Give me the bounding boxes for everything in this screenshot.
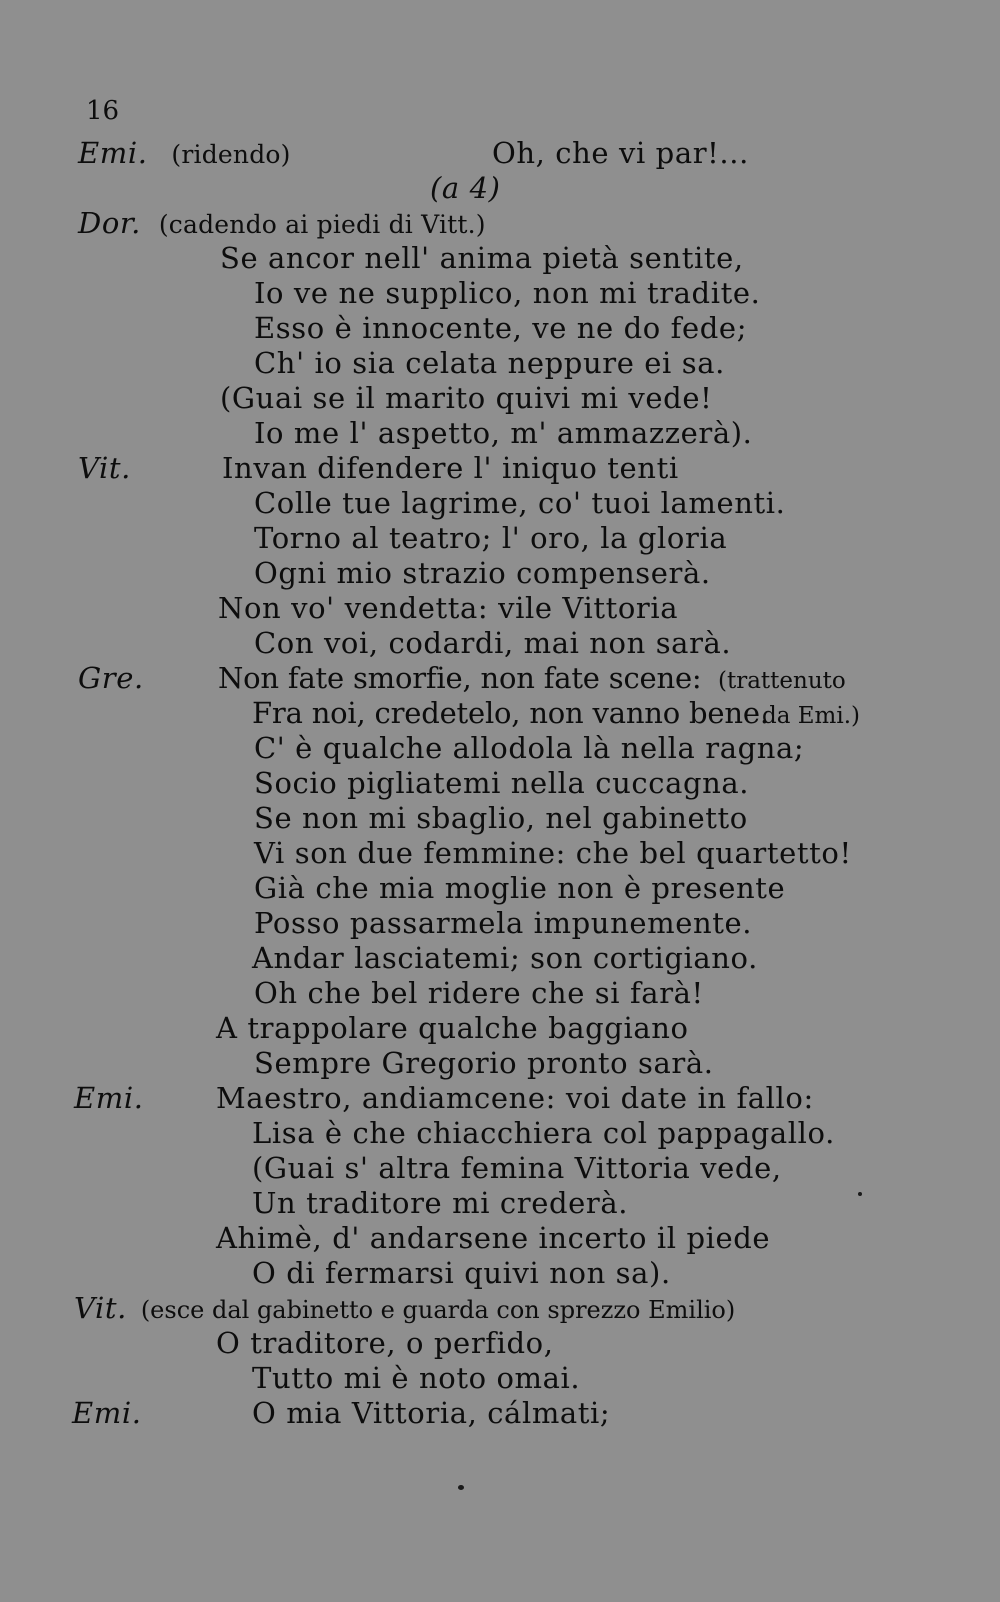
verse-text: Non fate smorfie, non fate scene: [218,661,702,695]
verse-text: (Guai se il marito quivi mi vede! [220,381,713,415]
stage-direction: (trattenuto [718,668,846,694]
verse-text: O mia Vittoria, cálmati; [252,1396,611,1430]
verse-text: Io ve ne supplico, non mi tradite. [254,276,761,310]
verse-text: Già che mia moglie non è presente [254,871,786,905]
verse-text: Ch' io sia celata neppure ei sa. [254,346,725,380]
verse-line [78,136,291,172]
verse-text: Socio pigliatemi nella cuccagna. [254,766,750,800]
verse-text: Torno al teatro; l' oro, la gloria [254,521,728,555]
verse-text: Fra noi, credetelo, non vanno bene. [252,696,769,730]
verse-text: Maestro, andiamcene: voi date in fallo: [216,1081,814,1115]
verse-text: Ahimè, d' andarsene incerto il piede [216,1221,771,1255]
verse-text: Oh, che vi par!... [492,136,749,170]
print-speck [858,1192,862,1196]
speaker-name: Emi. [74,1081,144,1115]
speaker-name: Emi. [78,136,148,170]
verse-text: Posso passarmela impunemente. [254,906,753,940]
speaker-name: Vit. [78,451,131,485]
print-speck [458,1485,464,1490]
verse-text: Esso è innocente, ve ne do fede; [254,311,748,345]
verse-line [78,206,486,242]
stage-direction: (cadendo ai piedi di Vitt.) [158,210,486,239]
verse-text: Sempre Gregorio pronto sarà. [254,1046,714,1080]
verse-text: Oh che bel ridere che si farà! [254,976,704,1010]
stage-direction: (ridendo) [171,140,291,169]
verse-text: Vi son due femmine: che bel quartetto! [254,836,852,870]
verse-text: O di fermarsi quivi non sa). [252,1256,671,1290]
verse-text: (Guai s' altra femina Vittoria vede, [252,1151,782,1185]
verse-text: Con voi, codardi, mai non sarà. [254,626,732,660]
verse-text: Se non mi sbaglio, nel gabinetto [254,801,748,835]
verse-text: Un traditore mi crederà. [252,1186,629,1220]
verse-text: C' è qualche allodola là nella ragna; [254,731,805,765]
stage-direction: (esce dal gabinetto e guarda con sprezzo Emilio) [140,1296,736,1324]
stage-direction: da Emi.) [762,703,860,729]
verse-text: Lisa è che chiacchiera col pappagallo. [252,1116,835,1150]
speaker-name: Gre. [78,661,144,695]
verse-text: Io me l' aspetto, m' ammazzerà). [254,416,753,450]
speaker-name: Emi. [72,1396,142,1430]
verse-text: Ogni mio strazio compenserà. [254,556,711,590]
verse-text: Tutto mi è noto omai. [252,1361,581,1395]
verse-text: Se ancor nell' anima pietà sentite, [220,241,744,275]
verse-text: Andar lasciatemi; son cortigiano. [252,941,758,975]
page-number: 16 [86,96,120,126]
verse-text: A trappolare qualche baggiano [216,1011,689,1045]
verse-text: O traditore, o perfido, [216,1326,554,1360]
speaker-name: Vit. [74,1291,127,1325]
verse-text: Invan difendere l' iniquo tenti [222,451,679,485]
speaker-name: Dor. [78,206,142,240]
stage-direction: (a 4) [430,171,501,205]
verse-text: Non vo' vendetta: vile Vittoria [218,591,679,625]
verse-line [74,1291,735,1327]
verse-text: Colle tue lagrime, co' tuoi lamenti. [254,486,786,520]
